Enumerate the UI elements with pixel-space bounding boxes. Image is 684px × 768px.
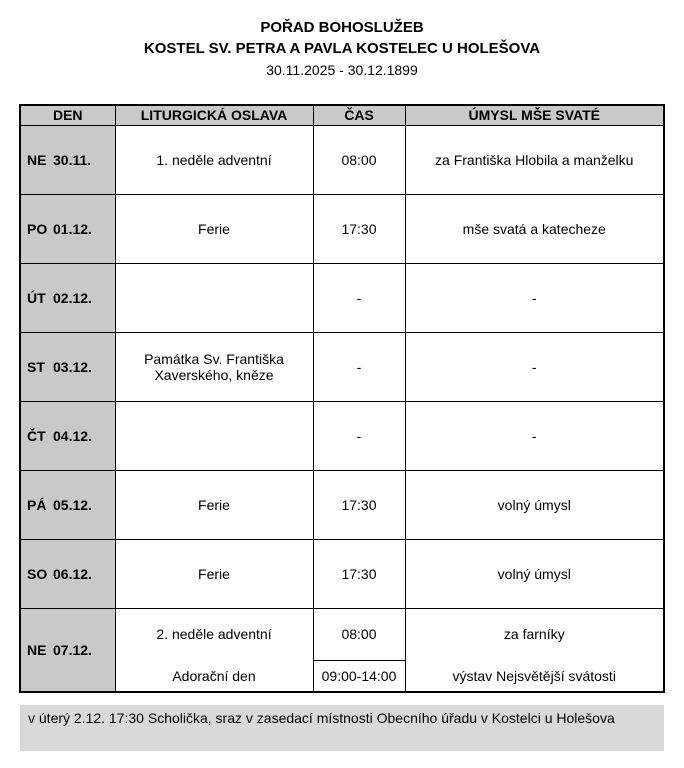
table-row — [20, 470, 664, 539]
time-cell: 17:30 — [313, 470, 405, 539]
table-row — [20, 608, 664, 660]
day-date: 01.12. — [53, 220, 92, 237]
church-name: KOSTEL SV. PETRA A PAVLA KOSTELEC U HOLEŠOVA — [143, 40, 541, 57]
table-row — [20, 332, 664, 401]
time-cell: 08:00 — [313, 125, 405, 194]
intention-cell: volný úmysl — [405, 470, 664, 539]
table-header — [20, 105, 664, 125]
date-range: 30.11.2025 - 30.12.1899 — [266, 62, 418, 78]
time-cell: 17:30 — [313, 539, 405, 608]
table-row — [20, 125, 664, 194]
celebration-cell: Ferie — [115, 470, 313, 539]
day-cell — [20, 125, 115, 194]
schedule-table — [19, 104, 665, 693]
celebration-cell — [115, 401, 313, 470]
table-row — [20, 539, 664, 608]
celebration-cell: 1. neděle adventní — [115, 125, 313, 194]
column-header-cas: ČAS — [313, 105, 405, 125]
celebration-cell: Památka Sv. Františka Xaverského, kněze — [115, 332, 313, 401]
day-abbrev: ČT — [27, 427, 46, 444]
page-title: POŘAD BOHOSLUŽEB — [260, 19, 424, 36]
time-cell: 17:30 — [313, 194, 405, 263]
day-date: 04.12. — [53, 427, 92, 444]
day-abbrev: SO — [27, 565, 48, 582]
intention-cell: mše svatá a katecheze — [405, 194, 664, 263]
day-date: 05.12. — [53, 496, 92, 513]
column-header-umysl: ÚMYSL MŠE SVATÉ — [405, 105, 664, 125]
time-cell: - — [313, 332, 405, 401]
intention-cell: - — [405, 332, 664, 401]
day-date: 30.11. — [53, 151, 92, 168]
day-cell — [20, 401, 115, 470]
footer-note: v úterý 2.12. 17:30 Scholička, sraz v zasedací místnosti Obecního úřadu v Kostelci u Holešova — [20, 705, 664, 751]
intention-cell: volný úmysl — [405, 539, 664, 608]
day-abbrev: ST — [27, 358, 45, 375]
day-cell — [20, 470, 115, 539]
day-cell — [20, 539, 115, 608]
time-cell: - — [313, 263, 405, 332]
column-header-den: DEN — [20, 105, 115, 125]
celebration-cell: Adorační den — [115, 660, 313, 692]
celebration-cell: 2. neděle adventní — [115, 608, 313, 660]
intention-cell: za farníky — [405, 608, 664, 660]
day-date: 03.12. — [53, 358, 92, 375]
intention-cell: výstav Nejsvětější svátosti — [405, 660, 664, 692]
celebration-cell — [115, 263, 313, 332]
celebration-cell: Ferie — [115, 539, 313, 608]
day-cell — [20, 263, 115, 332]
day-date: 02.12. — [53, 289, 92, 306]
header-row — [20, 105, 664, 125]
column-header-oslava: LITURGICKÁ OSLAVA — [115, 105, 313, 125]
title-block — [0, 0, 684, 81]
intention-cell: - — [405, 263, 664, 332]
time-cell: 08:00 — [313, 608, 405, 660]
day-abbrev: ÚT — [27, 289, 46, 306]
table-row — [20, 660, 664, 692]
intention-cell: - — [405, 401, 664, 470]
day-cell — [20, 194, 115, 263]
table-row — [20, 401, 664, 470]
table-row — [20, 263, 664, 332]
day-abbrev: NE — [27, 151, 47, 168]
day-abbrev: PÁ — [27, 496, 47, 513]
intention-cell: za Františka Hlobila a manželku — [405, 125, 664, 194]
time-cell: - — [313, 401, 405, 470]
time-cell: 09:00-14:00 — [313, 660, 405, 692]
table-row — [20, 194, 664, 263]
day-date: 06.12. — [53, 565, 92, 582]
day-abbrev: NE — [27, 641, 47, 658]
day-abbrev: PO — [27, 220, 48, 237]
day-cell — [20, 608, 115, 692]
day-date: 07.12. — [53, 641, 92, 658]
table-body — [20, 125, 664, 692]
celebration-cell: Ferie — [115, 194, 313, 263]
day-cell — [20, 332, 115, 401]
